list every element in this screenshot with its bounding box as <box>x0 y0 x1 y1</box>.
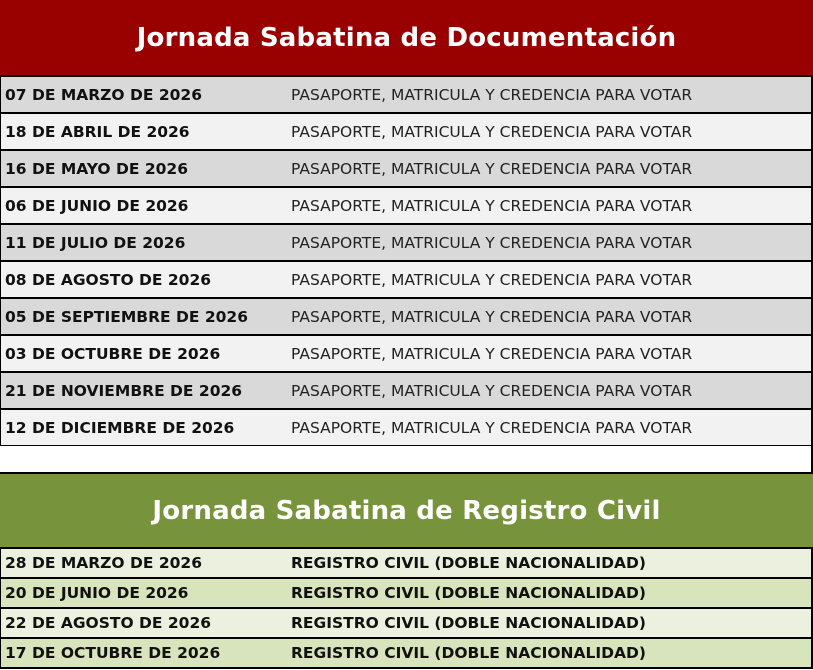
row-date: 18 DE ABRIL DE 2026 <box>5 122 190 141</box>
row-date: 16 DE MAYO DE 2026 <box>5 159 188 178</box>
row-description: PASAPORTE, MATRICULA Y CREDENCIA PARA VOTAR <box>291 233 693 252</box>
row-description: REGISTRO CIVIL (DOBLE NACIONALIDAD) <box>291 644 646 662</box>
row-date: 20 DE JUNIO DE 2026 <box>5 584 189 602</box>
table-row <box>0 336 813 373</box>
row-description: PASAPORTE, MATRICULA Y CREDENCIA PARA VOTAR <box>291 418 693 437</box>
registro-civil-section <box>0 472 813 669</box>
row-description: PASAPORTE, MATRICULA Y CREDENCIA PARA VOTAR <box>291 85 693 104</box>
row-description: PASAPORTE, MATRICULA Y CREDENCIA PARA VOTAR <box>291 381 693 400</box>
registro-civil-table <box>0 549 813 669</box>
row-date: 06 DE JUNIO DE 2026 <box>5 196 189 215</box>
row-description: PASAPORTE, MATRICULA Y CREDENCIA PARA VOTAR <box>291 307 693 326</box>
row-description: PASAPORTE, MATRICULA Y CREDENCIA PARA VOTAR <box>291 270 693 289</box>
row-date: 07 DE MARZO DE 2026 <box>5 85 202 104</box>
table-row <box>0 114 813 151</box>
table-row <box>0 373 813 410</box>
table-row <box>0 77 813 114</box>
documentacion-table <box>0 77 813 447</box>
section-spacer <box>0 446 813 472</box>
table-row <box>0 299 813 336</box>
row-description: PASAPORTE, MATRICULA Y CREDENCIA PARA VOTAR <box>291 159 693 178</box>
table-row <box>0 151 813 188</box>
table-row <box>0 188 813 225</box>
table-row <box>0 609 813 639</box>
table-row <box>0 579 813 609</box>
row-date: 05 DE SEPTIEMBRE DE 2026 <box>5 307 249 326</box>
documentacion-title: Jornada Sabatina de Documentación <box>0 0 813 77</box>
row-date: 11 DE JULIO DE 2026 <box>5 233 186 252</box>
row-description: REGISTRO CIVIL (DOBLE NACIONALIDAD) <box>291 554 646 572</box>
table-row <box>0 410 813 447</box>
row-description: PASAPORTE, MATRICULA Y CREDENCIA PARA VOTAR <box>291 122 693 141</box>
row-date: 28 DE MARZO DE 2026 <box>5 554 202 572</box>
registro-civil-title: Jornada Sabatina de Registro Civil <box>0 472 813 549</box>
table-row <box>0 225 813 262</box>
table-row <box>0 639 813 669</box>
row-date: 03 DE OCTUBRE DE 2026 <box>5 344 221 363</box>
row-description: REGISTRO CIVIL (DOBLE NACIONALIDAD) <box>291 614 646 632</box>
row-description: REGISTRO CIVIL (DOBLE NACIONALIDAD) <box>291 584 646 602</box>
row-date: 12 DE DICIEMBRE DE 2026 <box>5 418 235 437</box>
table-row <box>0 262 813 299</box>
row-description: PASAPORTE, MATRICULA Y CREDENCIA PARA VOTAR <box>291 344 693 363</box>
row-description: PASAPORTE, MATRICULA Y CREDENCIA PARA VOTAR <box>291 196 693 215</box>
row-date: 08 DE AGOSTO DE 2026 <box>5 270 212 289</box>
row-date: 22 DE AGOSTO DE 2026 <box>5 614 212 632</box>
row-date: 17 DE OCTUBRE DE 2026 <box>5 644 221 662</box>
row-date: 21 DE NOVIEMBRE DE 2026 <box>5 381 243 400</box>
table-row <box>0 549 813 579</box>
